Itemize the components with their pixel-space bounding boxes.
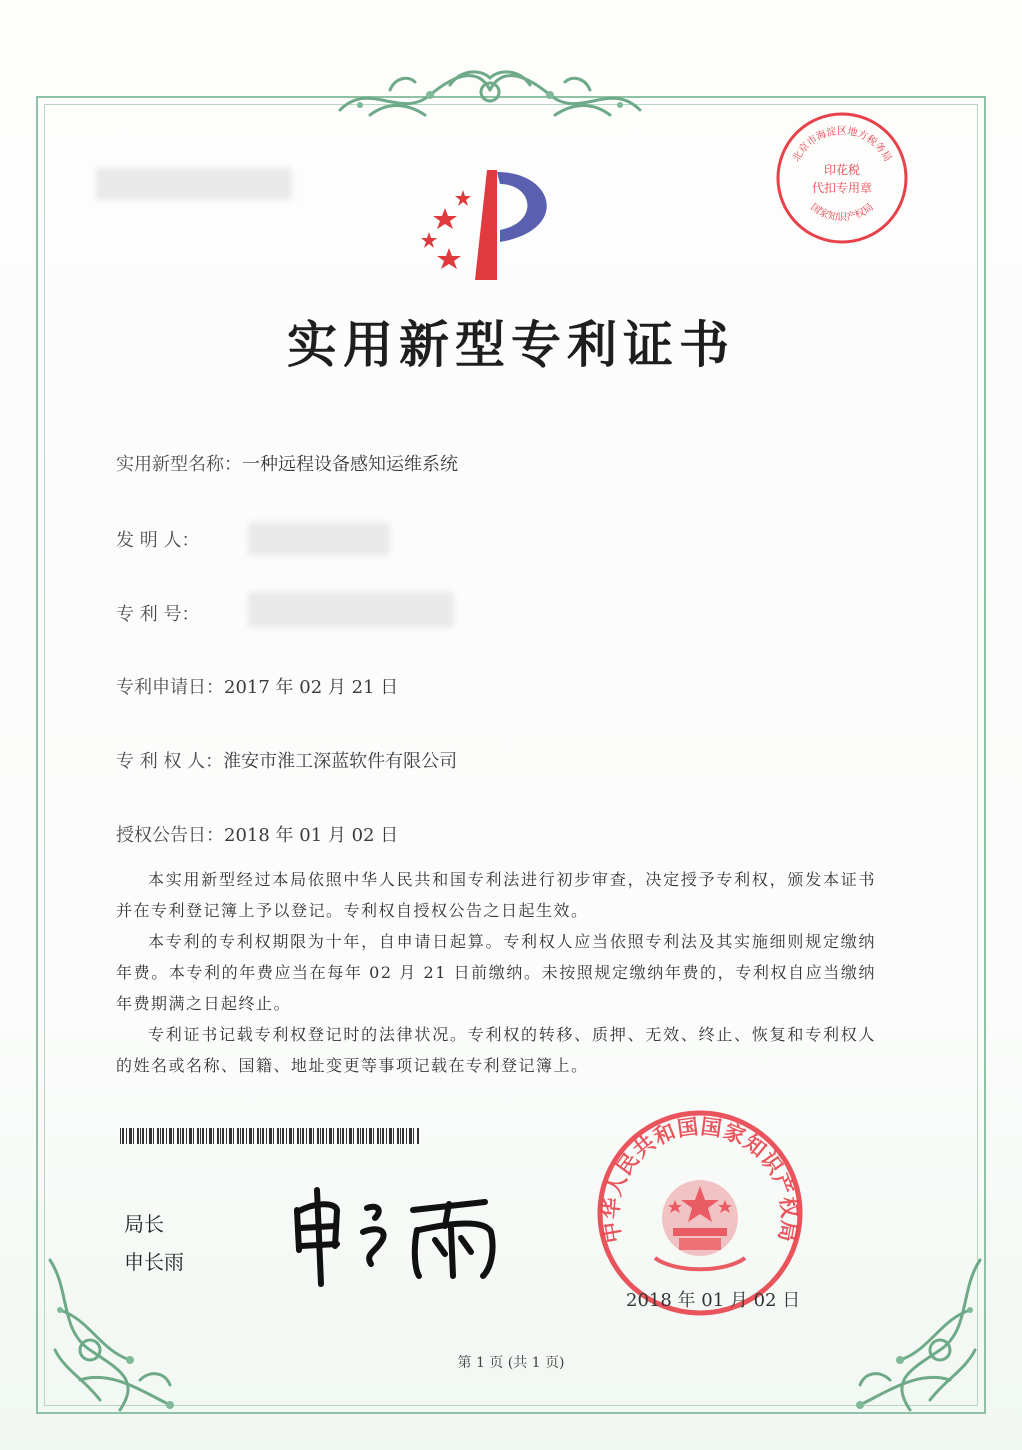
redacted-certificate-number	[96, 168, 292, 200]
patent-number-row	[116, 600, 199, 626]
body-paragraph: 本实用新型经过本局依照中华人民共和国专利法进行初步审查，决定授予专利权，颁发本证书并在专利登记簿上予以登记。专利权自授权公告之日起生效。	[116, 870, 876, 920]
director-name: 申长雨	[124, 1250, 184, 1274]
body-paragraph: 本专利的专利权期限为十年，自申请日起算。专利权人应当依照专利法及其实施细则规定缴纳年费。本专利的年费应当在每年 02 月 21 日前缴纳。未按照规定缴纳年费的，专利权自应当缴纳年费期满之日起终止。	[116, 932, 876, 1013]
director-signature	[285, 1180, 515, 1290]
certificate-body	[116, 864, 876, 1081]
seal-date: 2018 年 01 月 02 日	[626, 1290, 801, 1311]
svg-text:中华人民共和国国家知识产权局: 中华人民共和国国家知识产权局	[598, 1114, 802, 1245]
patent-office-logo	[405, 160, 585, 290]
svg-text:北京市海淀区地方税务局: 北京市海淀区地方税务局	[791, 126, 893, 164]
body-paragraph: 专利证书记载专利权登记时的法律状况。专利权的转移、质押、无效、终止、恢复和专利权人的姓名或名称、国籍、地址变更等事项记载在专利登记簿上。	[116, 1025, 876, 1075]
grant-date-row	[116, 821, 398, 847]
utility-name-value: 一种远程设备感知运维系统	[242, 454, 458, 475]
certificate-title: 实用新型专利证书	[287, 316, 735, 374]
patentee-label: 专 利 权 人：	[116, 751, 224, 772]
director-title: 局长	[124, 1212, 164, 1236]
redacted-inventor	[248, 522, 390, 556]
top-ornament	[330, 60, 650, 130]
grant-date-value: 2018 年 01 月 02 日	[224, 825, 399, 846]
inventor-label: 发 明 人：	[116, 530, 200, 551]
redacted-patent-number	[248, 592, 454, 628]
patentee-value: 淮安市淮工深蓝软件有限公司	[223, 751, 458, 772]
page-number: 第 1 页 (共 1 页)	[457, 1355, 565, 1371]
tax-stamp-line-2: 代扣专用章	[811, 181, 873, 195]
inventor-row	[116, 526, 199, 552]
tax-stamp	[772, 108, 912, 248]
svg-text:国家知识产权局: 国家知识产权局	[808, 201, 876, 224]
filing-date-row	[116, 673, 398, 699]
grant-date-label: 授权公告日：	[116, 825, 224, 846]
utility-name-label: 实用新型名称：	[116, 454, 242, 475]
utility-name-row	[116, 450, 458, 476]
tax-stamp-line-1: 印花税	[823, 163, 861, 177]
patent-number-label: 专 利 号：	[116, 604, 200, 625]
barcode	[120, 1128, 420, 1144]
filing-date-value: 2017 年 02 月 21 日	[224, 677, 399, 698]
filing-date-label: 专利申请日：	[116, 677, 224, 698]
bottom-right-ornament	[800, 1230, 990, 1420]
patentee-row	[116, 747, 457, 773]
